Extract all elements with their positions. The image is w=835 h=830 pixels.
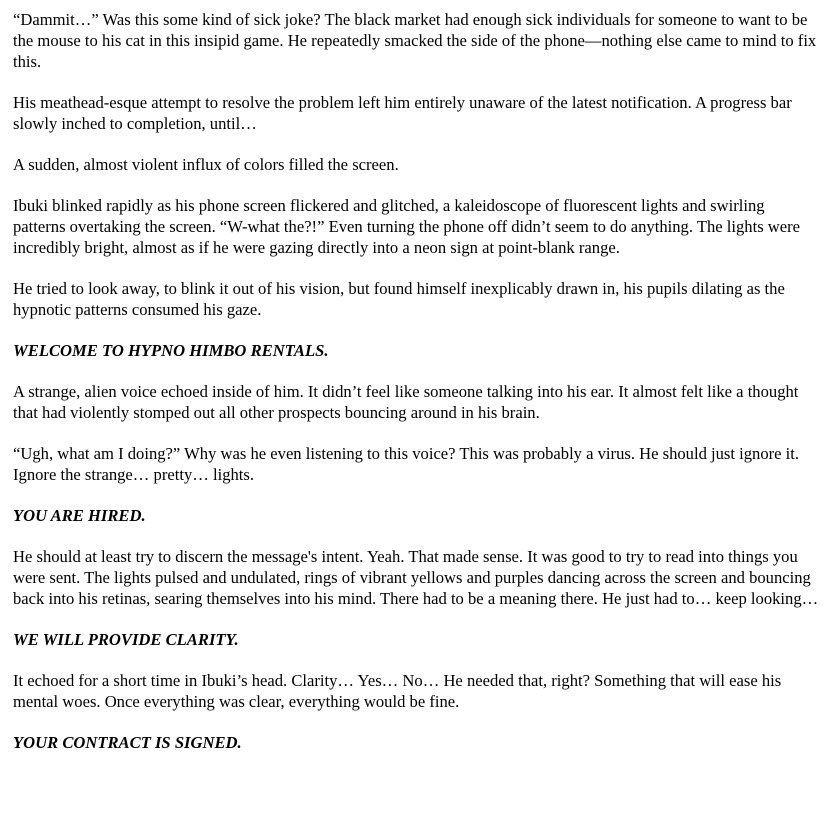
announcement-line: WE WILL PROVIDE CLARITY. (13, 630, 239, 649)
story-paragraph: His meathead-esque attempt to resolve the problem left him entirely unaware of the latest notification. A progress bar slowly inched to completion, until… (13, 93, 792, 133)
story-paragraph: A sudden, almost violent influx of colors filled the screen. (13, 155, 399, 174)
story-paragraph: “Dammit…” Was this some kind of sick joke? The black market had enough sick individuals for someone to want to be the mouse to his cat in this insipid game. He repeatedly smacked the side of the phone—nothing else came to mind to fix this. (13, 10, 817, 71)
story-paragraph: He tried to look away, to blink it out of his vision, but found himself inexplicably drawn in, his pupils dilating as the hypnotic patterns consumed his gaze. (13, 279, 785, 319)
story-paragraph: Ibuki blinked rapidly as his phone screen flickered and glitched, a kaleidoscope of fluorescent lights and swirling patterns overtaking the screen. “W-what the?!” Even turning the phone off didn’t seem to do anything. The lights were incredibly bright, almost as if he were gazing directly into a neon sign at point-blank range. (13, 196, 801, 257)
announcement-line: YOU ARE HIRED. (13, 506, 146, 525)
story-paragraph: A strange, alien voice echoed inside of him. It didn’t feel like someone talking into his ear. It almost felt like a thought that had violently stomped out all other prospects bouncing around in his brain. (13, 382, 799, 422)
announcement-line: WELCOME TO HYPNO HIMBO RENTALS. (13, 341, 329, 360)
story-paragraph: It echoed for a short time in Ibuki’s head. Clarity… Yes… No… He needed that, right? Something that will ease his mental woes. Once everything was clear, everything would be fine. (13, 671, 782, 711)
story-paragraph: He should at least try to discern the message's intent. Yeah. That made sense. It was good to try to read into things you were sent. The lights pulsed and undulated, rings of vibrant yellows and purples dancing across the screen and bouncing back into his retinas, searing themselves into his mind. There had to be a meaning there. He just had to… keep looking… (13, 547, 819, 608)
story-paragraph: “Ugh, what am I doing?” Why was he even listening to this voice? This was probably a virus. He should just ignore it. Ignore the strange… pretty… lights. (13, 444, 800, 484)
announcement-line: YOUR CONTRACT IS SIGNED. (13, 733, 242, 752)
